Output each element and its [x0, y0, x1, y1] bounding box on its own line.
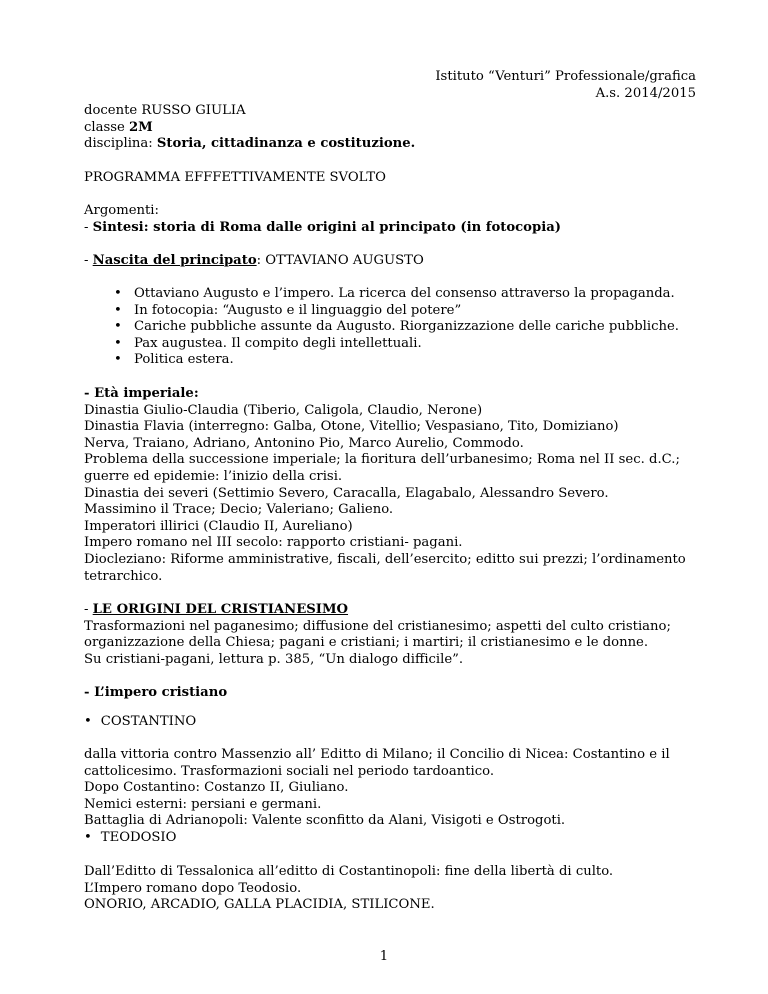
cristianesimo-dash: -	[84, 602, 93, 617]
teodosio-section	[84, 864, 704, 914]
text-line: cattolicesimo. Trasformazioni sociali nel periodo tardoantico.	[84, 763, 495, 779]
institute-name: Istituto “Venturi” Professionale/grafica	[435, 69, 696, 84]
teacher-name: RUSSO GIULIA	[141, 103, 246, 118]
bullet-icon: •	[114, 319, 122, 335]
text-line: Dopo Costantino: Costanzo II, Giuliano.	[84, 780, 349, 796]
text-line: Battaglia di Adrianopoli: Valente sconfitto da Alani, Visigoti e Ostrogoti.	[84, 813, 566, 829]
cristianesimo-heading-line	[84, 602, 704, 619]
text-line: ONORIO, ARCADIO, GALLA PLACIDIA, STILICONE.	[84, 897, 435, 913]
teacher-label: docente	[84, 103, 142, 118]
text-line: organizzazione della Chiesa; pagani e cristiani; i martiri; il cristianesimo e le donne.	[84, 635, 649, 651]
cristianesimo-section	[84, 602, 704, 668]
text-line: tetrarchico.	[84, 568, 163, 584]
program-title: PROGRAMMA EFFFETTIVAMENTE SVOLTO	[84, 170, 386, 185]
bullet-icon: •	[114, 302, 122, 318]
principato-heading-line	[84, 253, 704, 270]
text-line: dalla vittoria contro Massenzio all’ Editto di Milano; il Concilio di Nicea: Costantino e il	[84, 747, 670, 762]
list-item: • Cariche pubbliche assunte da Augusto. Riorganizzazione delle cariche pubbliche.	[114, 319, 679, 335]
text-line: Dinastia Giulio-Claudia (Tiberio, Caligola, Claudio, Nerone)	[84, 402, 483, 418]
topics-label: Argomenti:	[84, 203, 159, 218]
cristianesimo-heading: LE ORIGINI DEL CRISTIANESIMO	[92, 602, 349, 617]
text-line: Nerva, Traiano, Adriano, Antonino Pio, Marco Aurelio, Commodo.	[84, 435, 524, 451]
imperiale-heading: - Età imperiale:	[84, 386, 199, 401]
text-line: Nemici esterni: persiani e germani.	[84, 796, 322, 812]
text-line: Imperatori illirici (Claudio II, Aureliano)	[84, 518, 353, 534]
teodosio-bullet-line	[84, 830, 704, 847]
topics-block	[84, 203, 704, 236]
costantino-label: COSTANTINO	[100, 714, 197, 729]
principato-rest: : OTTAVIANO AUGUSTO	[256, 253, 424, 268]
header-block	[276, 69, 696, 102]
list-item: • Pax augustea. Il compito degli intellettuali.	[114, 335, 422, 351]
class-value: 2M	[129, 119, 153, 135]
principato-list	[114, 286, 704, 369]
text-line: Dinastia dei severi (Settimio Severo, Caracalla, Elagabalo, Alessandro Severo.	[84, 485, 609, 501]
principato-heading: Nascita del principato	[92, 253, 257, 268]
list-item: • Ottaviano Augusto e l’impero. La ricerca del consenso attraverso la propaganda.	[114, 286, 675, 301]
page-number: 1	[379, 949, 389, 964]
imperiale-section	[84, 386, 704, 585]
teodosio-label: TEODOSIO	[100, 830, 177, 845]
class-label: classe	[84, 119, 129, 135]
text-line: Dinastia Flavia (interregno: Galba, Otone, Vitellio; Vespasiano, Tito, Domiziano)	[84, 419, 619, 435]
subject-line	[84, 136, 704, 153]
bullet-icon: •	[84, 830, 92, 845]
subject-label: disciplina:	[84, 136, 157, 152]
text-line: Diocleziano: Riforme amministrative, fiscali, dell’esercito; editto sui prezzi; l’ordinamento	[84, 551, 686, 567]
list-item: • Politica estera.	[114, 352, 234, 368]
text-line: Impero romano nel III secolo: rapporto cristiani- pagani.	[84, 535, 463, 551]
text-line: Su cristiani-pagani, lettura p. 385, “Un dialogo difficile”.	[84, 651, 464, 667]
principato-dash: -	[84, 253, 93, 268]
text-line: Dall’Editto di Tessalonica all’editto di Costantinopoli: fine della libertà di culto.	[84, 864, 614, 879]
text-line: Massimino il Trace; Decio; Valeriano; Galieno.	[84, 502, 394, 518]
school-year: A.s. 2014/2015	[595, 85, 696, 101]
bullet-icon: •	[114, 335, 122, 351]
subject-value: Storia, cittadinanza e costituzione.	[156, 136, 416, 152]
bullet-icon: •	[114, 286, 122, 301]
text-line: Trasformazioni nel paganesimo; diffusione del cristianesimo; aspetti del culto cristiano;	[84, 618, 671, 634]
costantino-section	[84, 747, 704, 830]
text-line: guerre ed epidemie: l’inizio della crisi.	[84, 468, 343, 484]
sintesi-text: Sintesi: storia di Roma dalle origini al principato (in fotocopia)	[92, 219, 561, 235]
class-line	[84, 120, 704, 137]
text-line: Problema della successione imperiale; la fioritura dell’urbanesimo; Roma nel II sec. d.C.;	[84, 452, 680, 468]
impero-cristiano-heading: - L’impero cristiano	[84, 685, 228, 700]
teacher-line	[84, 103, 704, 120]
sintesi-line	[84, 220, 704, 237]
bullet-icon: •	[84, 714, 92, 729]
sintesi-dash: -	[84, 219, 93, 235]
text-line: L’Impero romano dopo Teodosio.	[84, 880, 302, 896]
list-item: • In fotocopia: “Augusto e il linguaggio del potere”	[114, 302, 462, 318]
costantino-bullet-line	[84, 714, 704, 731]
meta-block	[84, 103, 704, 153]
bullet-icon: •	[114, 352, 122, 368]
